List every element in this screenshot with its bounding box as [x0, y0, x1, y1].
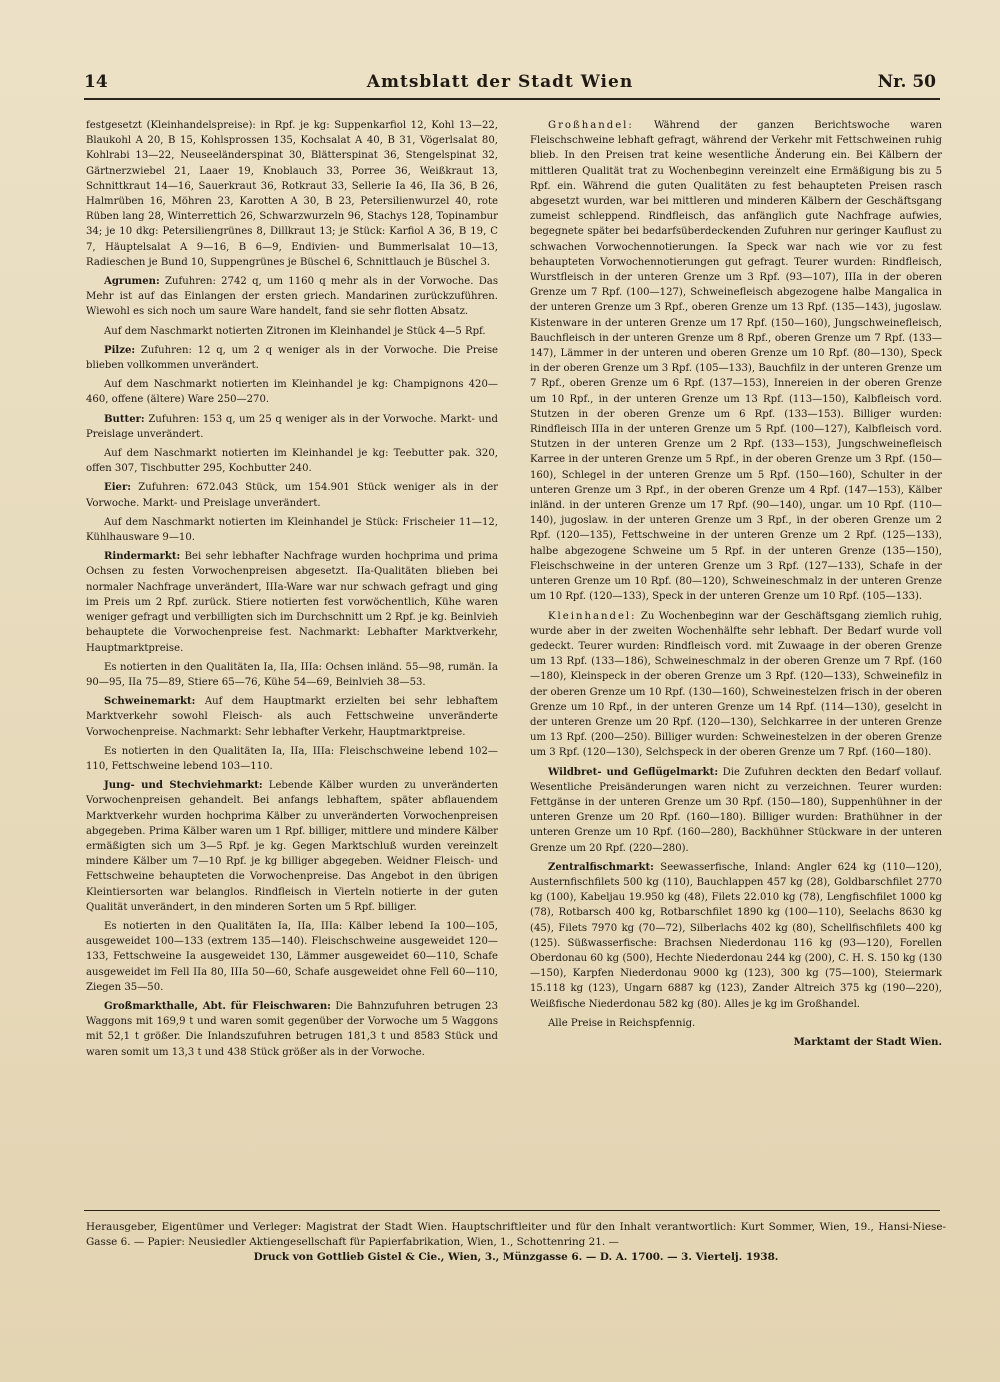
agrumen-text: Zufuhren: 2742 q, um 1160 q mehr als in der Vorwoche. Das Mehr ist auf das Einlangen der ersten griech. Mandarinen zurückzuführen. Wiewohl es sich noch um saure Ware handelt, fand sie sehr flotten Absatz.: [86, 276, 499, 318]
rinder-text: Bei sehr lebhafter Nachfrage wurden hochprima und prima Ochsen zu festen Vorwochenpreisen abgesetzt. IIa-Qualitäten blieben bei normaler Nachfrage unverändert, IIIa-Ware war nur schwach gefragt und ging im Preis um 2 Rpf. zurück. Stiere notierten fest vorwöchentlich, Kühe waren weniger gefragt und verbilligten sich im Durchschnitt um 2 Rpf. je kg. Beinlvieh behauptete die Vorwochenpreise fest. Nachmarkt: Lebhafter Marktverkehr, Hauptmarktpreise.: [86, 551, 498, 654]
rinder-heading: Rindermarkt:: [104, 551, 181, 563]
grossmarkt-heading: Großmarkthalle, Abt. für Fleischwaren:: [104, 1000, 331, 1012]
eier-text: Zufuhren: 672.043 Stück, um 154.901 Stück weniger als in der Vorwoche. Markt- und Preislage unverändert.: [86, 482, 498, 509]
agrumen-note: Auf dem Naschmarkt notierten Zitronen im Kleinhandel je Stück 4—5 Rpf.: [104, 325, 486, 337]
header-rule: [84, 98, 940, 100]
butter-heading: Butter:: [104, 413, 145, 425]
signature: Marktamt der Stadt Wien.: [793, 1036, 942, 1048]
wildbret-heading: Wildbret- und Geflügelmarkt:: [548, 766, 719, 778]
schwein-text: Auf dem Hauptmarkt erzielten bei sehr lebhaftem Marktverkehr sowohl Fleisch- als auch Fettschweine unveränderte Vorwochenpreise. Nachmarkt: Sehr lebhafter Verkehr, Hauptmarktpreise.: [86, 696, 498, 738]
issue-number: Nr. 50: [877, 72, 936, 92]
butter-note: Auf dem Naschmarkt notierten im Kleinhandel je kg: Teebutter pak. 320, offen 307, Tischbutter 295, Kochbutter 240.: [86, 448, 498, 475]
page-number: 14: [84, 72, 108, 92]
grosshandel-text: Während der ganzen Berichtswoche waren Fleischschweine lebhaft gefragt, während der Verkehr mit Fettschweinen ruhig blieb. In den Preisen trat keine wesentliche Änderung ein. Bei Kälbern der mittleren Qualität trat zu Wochenbeginn vereinzelt eine Ermäßigung bis zu 5 Rpf. ein. Während die guten Qualitäten zu fest behaupteten Preisen rasch abgesetzt wurden, war bei mittleren und minderen Kälbern der Geschäftsgang zumeist schleppend. Rindfleisch, das anfänglich gute Nachfrage aufwies, begegnete später bei bedarfsüberdeckenden Zufuhren nur geringer Kauflust zu schwachen Vorwochennotierungen. Ia Speck war nach wie vor zu fest behaupteten Vorwochennotierungen gut gefragt. Teurer wurden: Rindfleisch, Wurstfleisch in der unteren Grenze um 3 Rpf. (93—107), IIIa in der oberen Grenze um 7 Rpf. (100—127), Schweinefleisch abgezogene halbe Mangalica in der unteren Grenze um 3 Rpf., oberen Grenze um 13 Rpf. (135—143), jugoslaw. Kistenware in der unteren Grenze um 17 Rpf. (150—160), Jungschweinefleisch, Bauchfleisch in der unteren Grenze um 8 Rpf., oberen Grenze um 7 Rpf. (133—147), Lämmer in der unteren und oberen Grenze um 10 Rpf. (80—130), Speck in der oberen Grenze um 3 Rpf. (105—133), Bauchfilz in der unteren Grenze um 7 Rpf., oberen Grenze um 6 Rpf. (137—153), Innereien in der oberen Grenze um 10 Rpf., in der unteren Grenze um 13 Rpf. (113—150), Kalbfleisch vord. Stutzen in der oberen Grenze um 6 Rpf. (133—153). Billiger wurden: Rindfleisch IIIa in der unteren Grenze um 5 Rpf. (100—127), Kalbfleisch vord. Stutzen in der unteren Grenze um 2 Rpf. (133—153), Jungschweinefleisch Karree in der unteren Grenze um 5 Rpf., in der oberen Grenze um 3 Rpf. (150—160), Schlegel in der unteren Grenze um 5 Rpf. (150—160), Schulter in der unteren Grenze um 3 Rpf., in der oberen Grenze um 4 Rpf. (147—153), Kälber inländ. in der unteren Grenze um 17 Rpf. (90—140), ungar. um 10 Rpf. (110—140), jugoslaw. in der unteren Grenze um 3 Rpf., in der oberen Grenze um 2 Rpf. (120—135), Fettschweine in der unteren Grenze um 2 Rpf. (125—133), halbe abgezogene Schweine um 5 Rpf. in der unteren Grenze (135—150), Fleischschweine in der unteren Grenze um 3 Rpf. (127—133), Schafe in der unteren Grenze um 10 Rpf. (80—120), Schweineschmalz in der unteren Grenze um 10 Rpf. (120—133), Speck in der unteren Grenze um 10 Rpf. (105—133).: [530, 120, 942, 603]
schwein-note: Es notierten in den Qualitäten Ia, IIa, IIIa: Fleischschweine lebend 102—110, Fettschweine lebend 103—110.: [86, 745, 498, 772]
eier-note: Auf dem Naschmarkt notierten im Kleinhandel je Stück: Frischeier 11—12, Kühlhausware 9—10.: [86, 516, 498, 544]
pilze-text: Zufuhren: 12 q, um 2 q weniger als in der Vorwoche. Die Preise blieben vollkommen unverändert.: [86, 344, 498, 372]
butter-text: Zufuhren: 153 q, um 25 q weniger als in der Vorwoche. Markt- und Preislage unverändert.: [86, 413, 498, 440]
pilze-heading: Pilze:: [104, 344, 136, 356]
agrumen-section: [86, 274, 498, 320]
closing-note: Alle Preise in Reichspfennig.: [548, 1017, 696, 1029]
agrumen-heading: Agrumen:: [104, 276, 160, 288]
grossmarkt-text: Die Bahnzufuhren betrugen 23 Waggons mit 169,9 t und waren somit gegenüber der Vorwoche um 5 Waggons mit 52,1 t größer. Die Inlandszufuhren betrugen 181,3 t und 8583 Stück und waren somit um 13,3 t und 438 Stück größer als in der Vorwoche.: [86, 1000, 498, 1058]
jung-note: Es notierten in den Qualitäten Ia, IIa, IIIa: Kälber lebend Ia 100—105, ausgeweidet 100—133 (extrem 135—140). Fleischschweine ausgeweidet 120—133, Fettschweine Ia ausgeweidet 130, Lämmer ausgeweidet 60—110, Schafe ausgeweidet im Fell IIa 80, IIIa 50—60, Schafe ausgeweidet ohne Fell 60—110, Ziegen 35—50.: [86, 920, 498, 993]
wildbret-text: Die Zufuhren deckten den Bedarf vollauf. Wesentliche Preisänderungen waren nicht zu verzeichnen. Teurer wurden: Fettgänse in der unteren Grenze um 30 Rpf. (150—180), Suppenhühner in der unteren Grenze um 20 Rpf. (160—180). Billiger wurden: Brathühner in der unteren Grenze um 10 Rpf. (160—280), Backhühner Stückware in der unteren Grenze um 20 Rpf. (220—280).: [530, 766, 942, 854]
left-column: [86, 118, 498, 1064]
jung-section: [86, 778, 498, 915]
fischmarkt-section: [530, 860, 942, 1012]
rinder-note: Es notierten in den Qualitäten Ia, IIa, IIIa: Ochsen inländ. 55—98, rumän. Ia 90—95, IIa 75—89, Stiere 65—76, Kühe 54—69, Beinlvieh 38—53.: [86, 661, 498, 688]
jung-heading: Jung- und Stechviehmarkt:: [104, 780, 263, 792]
grosshandel-section: [530, 118, 942, 605]
jung-text: Lebende Kälber wurden zu unveränderten Vorwochenpreisen gehandelt. Bei anfangs lebhaftem, später abflauendem Marktverkehr wurden hochprima Kälber zu unveränderten Vorwochenpreisen abgegeben. Prima Kälber waren um 1 Rpf. billiger, mittlere und mindere Kälber ermäßigten sich um 3—5 Rpf. je kg. Gegen Marktschluß wurden vereinzelt mindere Kälber um 7—10 Rpf. je kg billiger abgegeben. Weidner Fleisch- und Fettschweine behaupteten die Vorwochenpreise. Das Angebot in den übrigen Kleintiersorten war belanglos. Rindfleisch in Vierteln notierte in der guten Qualität unverändert, in den minderen Sorten um 5 Rpf. billiger.: [86, 780, 498, 913]
kleinhandel-heading: Kleinhandel:: [548, 610, 637, 622]
pilze-note: Auf dem Naschmarkt notierten im Kleinhandel je kg: Champignons 420—460, offene (ältere) Ware 250—270.: [86, 379, 498, 406]
grosshandel-heading: Großhandel:: [548, 120, 634, 131]
schwein-section: [86, 694, 498, 740]
kleinhandel-section: [530, 609, 942, 761]
imprint-publisher: Herausgeber, Eigentümer und Verleger: Magistrat der Stadt Wien. Hauptschriftleiter und für den Inhalt verantwortlich: Kurt Sommer, Wien, 19., Hansi-Niese-Gasse 6. — Papier: Neusiedler Aktiengesellschaft für Papierfabrikation, Wien, 1., Schottenring 21. —: [86, 1221, 946, 1248]
footer-rule: [84, 1210, 940, 1211]
fischmarkt-heading: Zentralfischmarkt:: [548, 861, 654, 873]
eier-heading: Eier:: [104, 482, 131, 494]
right-column: [530, 118, 942, 1054]
imprint-footer: [86, 1220, 946, 1265]
butter-section: [86, 412, 498, 442]
wildbret-section: [530, 765, 942, 856]
eier-section: [86, 480, 498, 510]
pilze-section: [86, 343, 498, 373]
fischmarkt-text: Seewasserfische, Inland: Angler 624 kg (110—120), Austernfischfilets 500 kg (110), Bauchlappen 457 kg (28), Goldbarschfilet 2770 kg (100), Kabeljau 19.950 kg (48), Filets 22.010 kg (78), Lengfischfilet 1000 kg (78), Rotbarsch 400 kg, Rotbarschfilet 1890 kg (100—110), Seelachs 8630 kg (45), Filets 7970 kg (70—72), Silberlachs 402 kg (80), Schellfischfilets 400 kg (125). Süßwasserfische: Brachsen Niederdonau 116 kg (93—120), Forellen Oberdonau 60 kg (500), Hechte Niederdonau 244 kg (200), C. H. S. 150 kg (130—150), Karpfen Niederdonau 9000 kg (123), 300 kg (75—100), Steiermark 15.118 kg (123), Ungarn 6887 kg (123), Zander Altreich 375 kg (190—220), Weißfische Niederdonau 582 kg (80). Alles je kg im Großhandel.: [530, 861, 942, 1010]
vegetable-prices: festgesetzt (Kleinhandelspreise): in Rpf. je kg: Suppenkarfiol 12, Kohl 13—22, Blaukohl A 20, B 15, Kohlsprossen 135, Kochsalat A 40, B 31, Vögerlsalat 80, Kohlrabi 13—22, Neuseeländerspinat 30, Blätterspinat 36, Stengelspinat 32, Gärtnerzwiebel 21, Laaer 19, Knoblauch 33, Porree 36, Weißkraut 13, Schnittkraut 14—16, Sauerkraut 36, Rotkraut 33, Sellerie Ia 46, IIa 36, B 26, Halmrüben 16, Möhren 23, Karotten A 30, B 23, Petersilienwurzel 40, rote Rüben lang 28, Winterrettich 26, Schwarzwurzeln 96, Stachys 128, Topinambur 34; je 10 dkg: Petersiliengrünes 8, Dillkraut 13; je Stück: Karfiol A 36, B 19, C 7, Häuptelsalat A 9—16, B 6—9, Endivien- und Bummerlsalat 10—13, Radieschen je Bund 10, Suppengrünes je Büschel 6, Schnittlauch je Büschel 3.: [86, 120, 498, 268]
rinder-section: [86, 549, 498, 655]
masthead-title: Amtsblatt der Stadt Wien: [366, 72, 634, 92]
imprint-printer: Druck von Gottlieb Gistel & Cie., Wien, 3., Münzgasse 6. — D. A. 1700. — 3. Viertelj. 1938.: [253, 1251, 779, 1263]
kleinhandel-text: Zu Wochenbeginn war der Geschäftsgang ziemlich ruhig, wurde aber in der zweiten Wochenhälfte sehr lebhaft. Der Bedarf wurde voll gedeckt. Teurer wurden: Rindfleisch vord. mit Zuwaage in der oberen Grenze um 13 Rpf. (133—186), Schweineschmalz in der oberen Grenze um 7 Rpf. (160—180), Kleinspeck in der oberen Grenze um 3 Rpf. (120—133), Schweinefilz in der oberen Grenze um 10 Rpf. (130—160), Schweinestelzen frisch in der oberen Grenze um 10 Rpf., in der unteren Grenze um 14 Rpf. (114—130), geselcht in der unteren Grenze um 20 Rpf. (120—130), Selchkarree in der unteren Grenze um 13 Rpf. (200—250). Billiger wurden: Schweinestelzen in der oberen Grenze um 3 Rpf. (120—130), Selchspeck in der oberen Grenze um 7 Rpf. (160—180).: [530, 610, 942, 759]
schwein-heading: Schweinemarkt:: [104, 696, 196, 708]
grossmarkt-section: [86, 999, 498, 1060]
